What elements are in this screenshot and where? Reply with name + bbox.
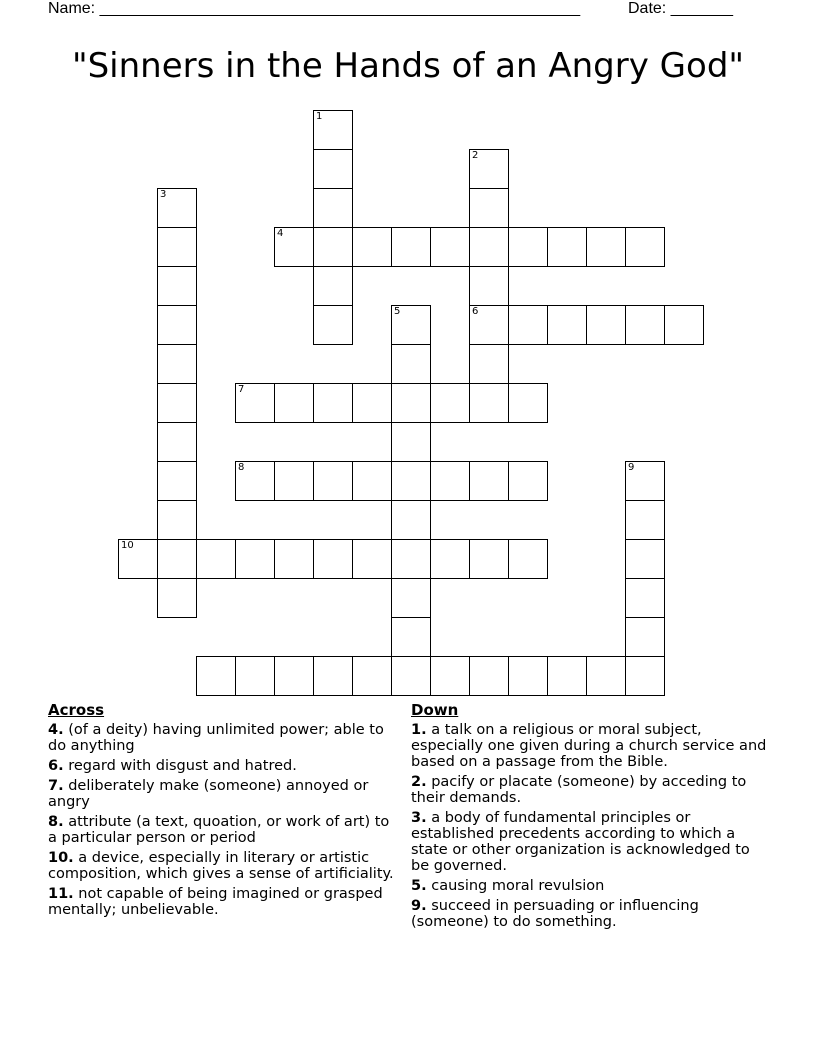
grid-cell[interactable]: [313, 383, 353, 423]
grid-cell[interactable]: [313, 227, 353, 267]
clue-number: 6: [472, 306, 479, 317]
clue-item-number: 9.: [411, 898, 427, 914]
clue-number: 2: [472, 150, 479, 161]
grid-cell[interactable]: [625, 539, 665, 579]
grid-cell[interactable]: [430, 461, 470, 501]
clue-item: [411, 774, 771, 806]
clue-item-number: 6.: [48, 758, 64, 774]
grid-cell[interactable]: [391, 383, 431, 423]
grid-cell[interactable]: [313, 266, 353, 306]
grid-cell[interactable]: [274, 656, 314, 696]
clue-item-number: 5.: [411, 878, 427, 894]
clue-item: [48, 778, 396, 810]
clue-item-number: 2.: [411, 774, 427, 790]
grid-cell[interactable]: [391, 656, 431, 696]
grid-cell[interactable]: [313, 539, 353, 579]
grid-cell[interactable]: [547, 305, 587, 345]
clue-item-text: not capable of being imagined or grasped mentally; unbelievable.: [48, 886, 383, 918]
grid-cell[interactable]: [157, 578, 197, 618]
grid-cell[interactable]: [235, 656, 275, 696]
grid-cell[interactable]: [586, 656, 626, 696]
grid-cell[interactable]: [469, 227, 509, 267]
grid-cell[interactable]: [391, 578, 431, 618]
grid-cell[interactable]: [391, 500, 431, 540]
grid-cell[interactable]: [430, 656, 470, 696]
grid-cell[interactable]: [352, 227, 392, 267]
down-clues: [411, 702, 771, 934]
grid-cell[interactable]: [469, 656, 509, 696]
clue-item-number: 8.: [48, 814, 64, 830]
clue-item-number: 1.: [411, 722, 427, 738]
grid-cell[interactable]: [274, 461, 314, 501]
clue-item-text: deliberately make (someone) annoyed or angry: [48, 778, 369, 810]
grid-cell[interactable]: [625, 305, 665, 345]
grid-cell[interactable]: [430, 539, 470, 579]
grid-cell[interactable]: [430, 383, 470, 423]
grid-cell[interactable]: [508, 461, 548, 501]
grid-cell[interactable]: [313, 656, 353, 696]
clue-number: 4: [277, 228, 284, 239]
clue-item-text: (of a deity) having unlimited power; able to do anything: [48, 722, 384, 754]
grid-cell[interactable]: [313, 110, 353, 150]
grid-cell[interactable]: [625, 461, 665, 501]
grid-cell[interactable]: [352, 539, 392, 579]
grid-cell[interactable]: [469, 539, 509, 579]
grid-cell[interactable]: [196, 656, 236, 696]
grid-cell[interactable]: [508, 656, 548, 696]
clue-item-text: a body of fundamental principles or established precedents according to which a state or other organization is acknowledged to be governed.: [411, 810, 750, 874]
grid-cell[interactable]: [274, 227, 314, 267]
clue-item-text: succeed in persuading or influencing (someone) to do something.: [411, 898, 699, 930]
grid-cell[interactable]: [586, 227, 626, 267]
grid-cell[interactable]: [469, 461, 509, 501]
clue-item: [48, 758, 396, 774]
grid-cell[interactable]: [547, 656, 587, 696]
grid-cell[interactable]: [157, 500, 197, 540]
clue-item: [411, 810, 771, 874]
grid-cell[interactable]: [586, 305, 626, 345]
clue-item-number: 10.: [48, 850, 74, 866]
grid-cell[interactable]: [157, 305, 197, 345]
down-clue-list: [411, 722, 771, 930]
grid-cell[interactable]: [625, 500, 665, 540]
across-clues: [48, 702, 396, 922]
grid-cell[interactable]: [469, 188, 509, 228]
clue-item-text: attribute (a text, quoation, or work of art) to a particular person or period: [48, 814, 390, 846]
clue-number: 9: [628, 462, 635, 473]
clue-number: 8: [238, 462, 245, 473]
grid-cell[interactable]: [664, 305, 704, 345]
grid-cell[interactable]: [157, 188, 197, 228]
grid-cell[interactable]: [469, 344, 509, 384]
grid-cell[interactable]: [235, 539, 275, 579]
grid-cell[interactable]: [352, 461, 392, 501]
clue-item-text: a device, especially in literary or artistic composition, which gives a sense of artificiality.: [48, 850, 394, 882]
grid-cell[interactable]: [547, 227, 587, 267]
clue-item-number: 4.: [48, 722, 64, 738]
grid-cell[interactable]: [274, 383, 314, 423]
clue-number: 7: [238, 384, 245, 395]
across-heading: Across: [48, 701, 105, 719]
grid-cell[interactable]: [235, 461, 275, 501]
clue-item-text: causing moral revulsion: [426, 878, 605, 894]
grid-cell[interactable]: [625, 617, 665, 657]
grid-cell[interactable]: [508, 383, 548, 423]
clue-item: [48, 886, 396, 918]
clue-number: 3: [160, 189, 167, 200]
clue-item: [48, 814, 396, 846]
name-field-label: Name: ______________________________________________________: [48, 0, 581, 17]
clue-number: 10: [121, 540, 134, 551]
clue-item: [411, 898, 771, 930]
grid-cell[interactable]: [430, 227, 470, 267]
page-title: "Sinners in the Hands of an Angry God": [71, 46, 745, 86]
grid-cell[interactable]: [235, 383, 275, 423]
grid-cell[interactable]: [469, 305, 509, 345]
date-field-label: Date: _______: [628, 0, 733, 17]
grid-cell[interactable]: [508, 227, 548, 267]
grid-cell[interactable]: [196, 539, 236, 579]
clue-item-text: a talk on a religious or moral subject, especially one given during a church service and based on a passage from the Bible.: [411, 722, 767, 770]
grid-cell[interactable]: [469, 383, 509, 423]
grid-cell[interactable]: [274, 539, 314, 579]
grid-cell[interactable]: [391, 227, 431, 267]
clue-number: 5: [394, 306, 401, 317]
grid-cell[interactable]: [469, 266, 509, 306]
grid-cell[interactable]: [313, 461, 353, 501]
grid-cell[interactable]: [391, 539, 431, 579]
grid-cell[interactable]: [157, 227, 197, 267]
grid-cell[interactable]: [352, 656, 392, 696]
grid-cell[interactable]: [391, 461, 431, 501]
grid-cell[interactable]: [391, 344, 431, 384]
clue-item: [411, 722, 771, 770]
grid-cell[interactable]: [625, 227, 665, 267]
grid-cell[interactable]: [508, 305, 548, 345]
grid-cell[interactable]: [625, 578, 665, 618]
grid-cell[interactable]: [157, 422, 197, 462]
grid-cell[interactable]: [391, 617, 431, 657]
grid-cell[interactable]: [508, 539, 548, 579]
clue-item-number: 7.: [48, 778, 64, 794]
grid-cell[interactable]: [352, 383, 392, 423]
clue-item-number: 11.: [48, 886, 74, 902]
grid-cell[interactable]: [157, 344, 197, 384]
grid-cell[interactable]: [157, 539, 197, 579]
clue-item: [48, 850, 396, 882]
clue-number: 1: [316, 111, 323, 122]
grid-cell[interactable]: [313, 305, 353, 345]
grid-cell[interactable]: [157, 461, 197, 501]
grid-cell[interactable]: [391, 305, 431, 345]
grid-cell[interactable]: [625, 656, 665, 696]
grid-cell[interactable]: [157, 383, 197, 423]
down-heading: Down: [411, 701, 459, 719]
grid-cell[interactable]: [313, 188, 353, 228]
grid-cell[interactable]: [391, 422, 431, 462]
across-clue-list: [48, 722, 396, 918]
grid-cell[interactable]: [157, 266, 197, 306]
clue-item: [48, 722, 396, 754]
clue-item-text: regard with disgust and hatred.: [63, 758, 297, 774]
grid-cell[interactable]: [118, 539, 158, 579]
clue-item-number: 3.: [411, 810, 427, 826]
grid-cell[interactable]: [469, 149, 509, 189]
grid-cell[interactable]: [313, 149, 353, 189]
clue-item-text: pacify or placate (someone) by acceding to their demands.: [411, 774, 747, 806]
clue-item: [411, 878, 771, 894]
